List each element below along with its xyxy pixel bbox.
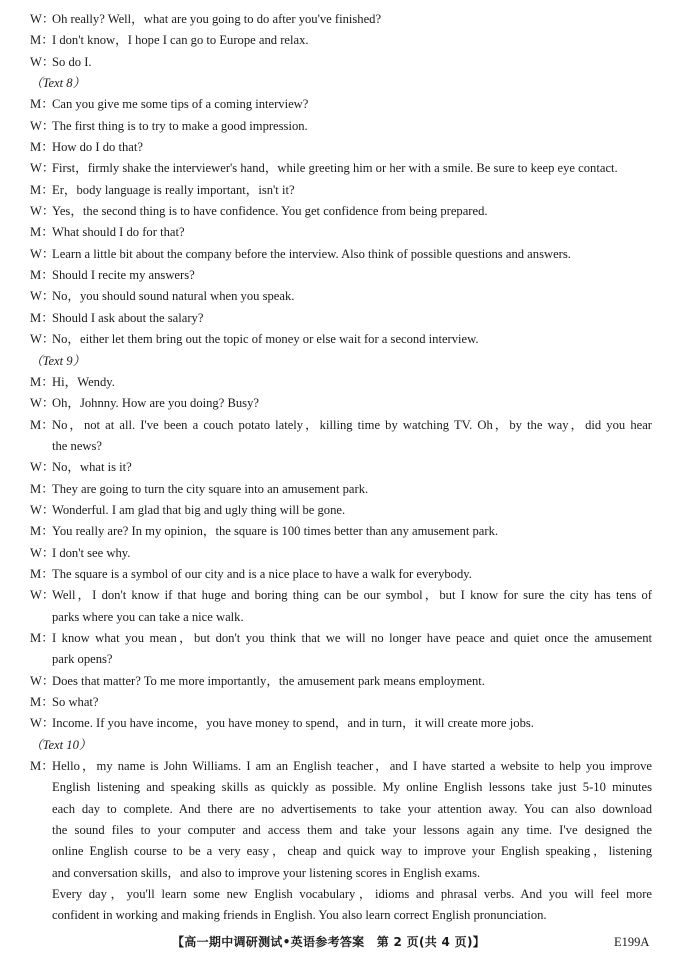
dialogue-text: What should I do for that? bbox=[52, 225, 185, 240]
speaker-tag: W： bbox=[30, 460, 55, 475]
speaker-tag: M： bbox=[30, 481, 54, 496]
dialogue-text: Well，I don't know if that huge and boring thing can be our symbol，but I know for sure the city has tens of bbox=[52, 588, 652, 603]
dialogue-line bbox=[30, 201, 652, 222]
dialogue-text: Hi，Wendy. bbox=[52, 374, 115, 389]
dialogue-text: Should I recite my answers? bbox=[52, 268, 195, 283]
dialogue-text: I know what you mean，but don't you think that we will no longer have peace and quiet once the amusement bbox=[52, 630, 652, 645]
dialogue-line bbox=[30, 30, 652, 51]
transcript-body bbox=[30, 9, 652, 927]
dialogue-text: Oh really? Well，what are you going to do after you've finished? bbox=[52, 12, 382, 26]
dialogue-line bbox=[30, 265, 652, 286]
speaker-tag: W： bbox=[30, 246, 55, 261]
dialogue-continuation: parks where you can take a nice walk. bbox=[52, 609, 244, 624]
dialogue-line bbox=[30, 585, 652, 606]
speaker-tag: W： bbox=[30, 588, 55, 603]
dialogue-continuation: online English course to be a very easy，cheap and quick way to improve your English speaking，listening bbox=[52, 844, 652, 859]
dialogue-text: No，either let them bring out the topic of money or else wait for a second interview. bbox=[52, 332, 479, 347]
dialogue-text: Does that matter? To me more importantly，the amusement park means employment. bbox=[52, 673, 485, 688]
dialogue-line bbox=[30, 244, 652, 265]
dialogue-text: They are going to turn the city square into an amusement park. bbox=[52, 481, 369, 496]
dialogue-line bbox=[30, 308, 652, 329]
speaker-tag: M： bbox=[30, 225, 54, 240]
speaker-tag: M： bbox=[30, 695, 54, 709]
footer-title: 【高一期中调研测试•英语参考答案 第 2 页(共 4 页)】 bbox=[172, 935, 486, 949]
dialogue-line bbox=[30, 116, 652, 137]
dialogue-continuation: the news? bbox=[52, 438, 103, 453]
dialogue-text: You really are? In my opinion，the square is 100 times better than any amusement park. bbox=[52, 524, 499, 539]
speaker-tag: M： bbox=[30, 566, 54, 581]
dialogue-line bbox=[30, 393, 652, 414]
speaker-tag: W： bbox=[30, 716, 55, 731]
text-section-label: （Text 9） bbox=[30, 353, 86, 368]
speaker-tag: W： bbox=[30, 396, 55, 411]
dialogue-text: Learn a little bit about the company before the interview. Also think of possible questions and answers. bbox=[52, 246, 571, 261]
speaker-tag: M： bbox=[30, 268, 54, 283]
speaker-tag: M： bbox=[30, 759, 54, 774]
dialogue-text: Can you give me some tips of a coming interview? bbox=[52, 97, 309, 112]
speaker-tag: W： bbox=[30, 161, 55, 176]
dialogue-text: No，what is it? bbox=[52, 460, 132, 475]
dialogue-text: How do I do that? bbox=[52, 140, 143, 155]
dialogue-line bbox=[30, 564, 652, 585]
dialogue-continuation: English listening and speaking skills as quickly as possible. My online English lessons take just 5-10 minutes bbox=[52, 780, 652, 795]
dialogue-line bbox=[30, 137, 652, 158]
dialogue-continuation: park opens? bbox=[52, 652, 113, 667]
speaker-tag: W： bbox=[30, 118, 55, 133]
dialogue-text: Income. If you have income，you have money to spend，and in turn，it will create more jobs. bbox=[52, 716, 534, 731]
dialogue-line bbox=[30, 52, 652, 73]
dialogue-text: The square is a symbol of our city and is a nice place to have a walk for everybody. bbox=[52, 566, 472, 581]
dialogue-line bbox=[30, 479, 652, 500]
speaker-tag: M： bbox=[30, 524, 54, 539]
dialogue-continuation: and conversation skills，and also to improve your listening scores in English exams. bbox=[52, 865, 481, 880]
dialogue-line bbox=[30, 329, 652, 350]
dialogue-text: Er，body language is really important，isn't it? bbox=[52, 182, 295, 197]
speaker-tag: W： bbox=[30, 545, 55, 560]
dialogue-continuation: confident in working and making friends in English. You also learn correct English pronunciation. bbox=[52, 908, 547, 923]
dialogue-line bbox=[30, 94, 652, 115]
speaker-tag: M： bbox=[30, 140, 54, 155]
dialogue-line bbox=[30, 628, 652, 649]
speaker-tag: W： bbox=[30, 673, 55, 688]
dialogue-line bbox=[30, 692, 652, 713]
speaker-tag: M： bbox=[30, 97, 54, 112]
dialogue-text: So what? bbox=[52, 695, 99, 709]
dialogue-text: So do I. bbox=[52, 54, 92, 69]
speaker-tag: W： bbox=[30, 204, 55, 219]
speaker-tag: W： bbox=[30, 332, 55, 347]
dialogue-text: Hello，my name is John Williams. I am an English teacher，and I have started a website to help you improve bbox=[52, 759, 652, 774]
text-section-label: （Text 10） bbox=[30, 737, 92, 752]
dialogue-text: The first thing is to try to make a good impression. bbox=[52, 118, 308, 133]
dialogue-continuation: the sound files to your computer and access them and take your lessons again any time. I've designed the bbox=[52, 823, 652, 838]
page-footer bbox=[0, 932, 677, 952]
dialogue-text: Yes，the second thing is to have confidence. You get confidence from being prepared. bbox=[52, 204, 488, 219]
speaker-tag: M： bbox=[30, 182, 54, 197]
dialogue-line bbox=[30, 756, 652, 777]
dialogue-line bbox=[30, 222, 652, 243]
dialogue-text: No，you should sound natural when you speak. bbox=[52, 289, 295, 304]
dialogue-line bbox=[30, 713, 652, 734]
dialogue-line bbox=[30, 286, 652, 307]
speaker-tag: W： bbox=[30, 502, 55, 517]
dialogue-line bbox=[30, 415, 652, 436]
dialogue-line bbox=[30, 372, 652, 393]
text-section-label: （Text 8） bbox=[30, 76, 86, 91]
speaker-tag: M： bbox=[30, 310, 54, 325]
dialogue-text: Wonderful. I am glad that big and ugly thing will be gone. bbox=[52, 502, 346, 517]
speaker-tag: W： bbox=[30, 12, 55, 26]
dialogue-line bbox=[30, 543, 652, 564]
dialogue-continuation: each day to complete. And there are no advertisements to take your attention away. You can also download bbox=[52, 801, 652, 816]
footer-code: E199A bbox=[614, 935, 650, 949]
dialogue-text: First，firmly shake the interviewer's hand，while greeting him or her with a smile. Be sure to keep eye contact. bbox=[52, 161, 618, 176]
dialogue-line bbox=[30, 521, 652, 542]
dialogue-text: I don't see why. bbox=[52, 545, 131, 560]
dialogue-text: Oh，Johnny. How are you doing? Busy? bbox=[52, 396, 259, 411]
dialogue-text: No，not at all. I've been a couch potato lately，killing time by watching TV. Oh，by the way，did you hear bbox=[52, 417, 652, 432]
dialogue-text: I don't know，I hope I can go to Europe and relax. bbox=[52, 33, 309, 48]
speaker-tag: M： bbox=[30, 374, 54, 389]
dialogue-continuation: Every day，you'll learn some new English vocabulary，idioms and phrasal verbs. And you will feel more bbox=[52, 887, 652, 902]
dialogue-line bbox=[30, 158, 652, 179]
speaker-tag: M： bbox=[30, 630, 54, 645]
speaker-tag: M： bbox=[30, 417, 54, 432]
speaker-tag: W： bbox=[30, 289, 55, 304]
dialogue-line bbox=[30, 9, 652, 30]
dialogue-text: Should I ask about the salary? bbox=[52, 310, 204, 325]
speaker-tag: M： bbox=[30, 33, 54, 48]
speaker-tag: W： bbox=[30, 54, 55, 69]
dialogue-line bbox=[30, 180, 652, 201]
dialogue-line bbox=[30, 457, 652, 478]
dialogue-line bbox=[30, 500, 652, 521]
dialogue-line bbox=[30, 671, 652, 692]
